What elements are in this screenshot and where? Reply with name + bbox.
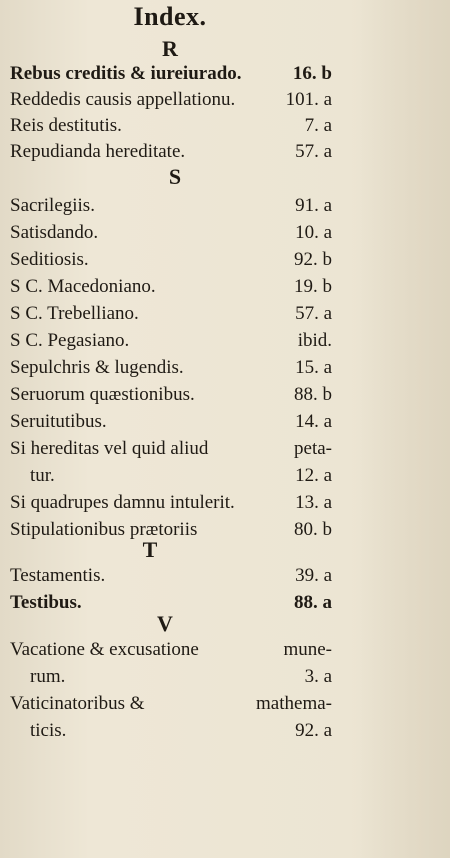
entry-page-ref: 80. b (294, 519, 332, 540)
entry-page-ref: mathema- (256, 693, 332, 714)
page-title: Index. (133, 2, 207, 31)
entry-page-ref: 57. a (295, 141, 332, 162)
entry-page-ref: 19. b (294, 276, 332, 297)
entry-page-ref: 92. b (294, 249, 332, 270)
entry-page-ref: 13. a (295, 492, 332, 513)
entry-page-ref: peta- (294, 438, 332, 459)
entry-title: Vacatione & excusatione (10, 639, 199, 660)
entry-title: Seruorum quæstionibus. (10, 384, 195, 405)
entry-page-ref: 101. a (285, 89, 332, 110)
section-letter-t: T (142, 537, 158, 562)
entry-page-ref: mune- (283, 639, 332, 660)
entry-page-ref: 10. a (295, 222, 332, 243)
entry-title: ticis. (30, 720, 67, 741)
entry-page-ref: 15. a (295, 357, 332, 378)
entry-page-ref: ibid. (297, 330, 332, 351)
entry-page-ref: 3. a (304, 666, 332, 687)
section-letter-v: V (157, 611, 173, 636)
entry-title: Satisdando. (10, 222, 99, 243)
entry-title: Seditiosis. (10, 249, 89, 270)
entry-title: Si quadrupes damnu intulerit. (10, 492, 235, 513)
entry-page-ref: 39. a (295, 565, 332, 586)
entry-title: Repudianda hereditate. (10, 141, 186, 162)
section-letter-s: S (168, 164, 182, 189)
entry-title: Testamentis. (10, 565, 106, 586)
entry-title: Si hereditas vel quid aliud (10, 438, 209, 459)
entry-page-ref: 16. b (292, 63, 332, 84)
entry-title: Rebus creditis & iureiurado. (10, 63, 242, 84)
entry-page-ref: 7. a (304, 115, 332, 136)
entry-page-ref: 88. b (294, 384, 332, 405)
entry-title: S C. Macedoniano. (10, 276, 156, 297)
entry-title: rum. (30, 666, 66, 687)
entry-title: S C. Trebelliano. (10, 303, 139, 324)
entry-title: S C. Pegasiano. (10, 330, 130, 351)
entry-page-ref: 92. a (295, 720, 332, 741)
entry-page-ref: 57. a (295, 303, 332, 324)
entry-page-ref: 91. a (295, 195, 332, 216)
entry-title: Reddedis causis appellationu. (10, 89, 236, 110)
entry-title: Sepulchris & lugendis. (10, 357, 184, 378)
entry-page-ref: 14. a (295, 411, 332, 432)
entry-page-ref: 12. a (295, 465, 332, 486)
entry-page-ref: 88. a (294, 592, 332, 613)
entry-title: tur. (30, 465, 55, 486)
entry-title: Sacrilegiis. (10, 195, 95, 216)
page-gutter-shadow (350, 0, 450, 858)
entry-title: Vaticinatoribus & (10, 693, 145, 714)
entry-title: Stipulationibus prætoriis (10, 519, 198, 540)
entry-title: Testibus. (10, 592, 82, 613)
entry-title: Seruitutibus. (10, 411, 107, 432)
section-letter-r: R (162, 36, 178, 61)
entry-title: Reis destitutis. (10, 115, 122, 136)
